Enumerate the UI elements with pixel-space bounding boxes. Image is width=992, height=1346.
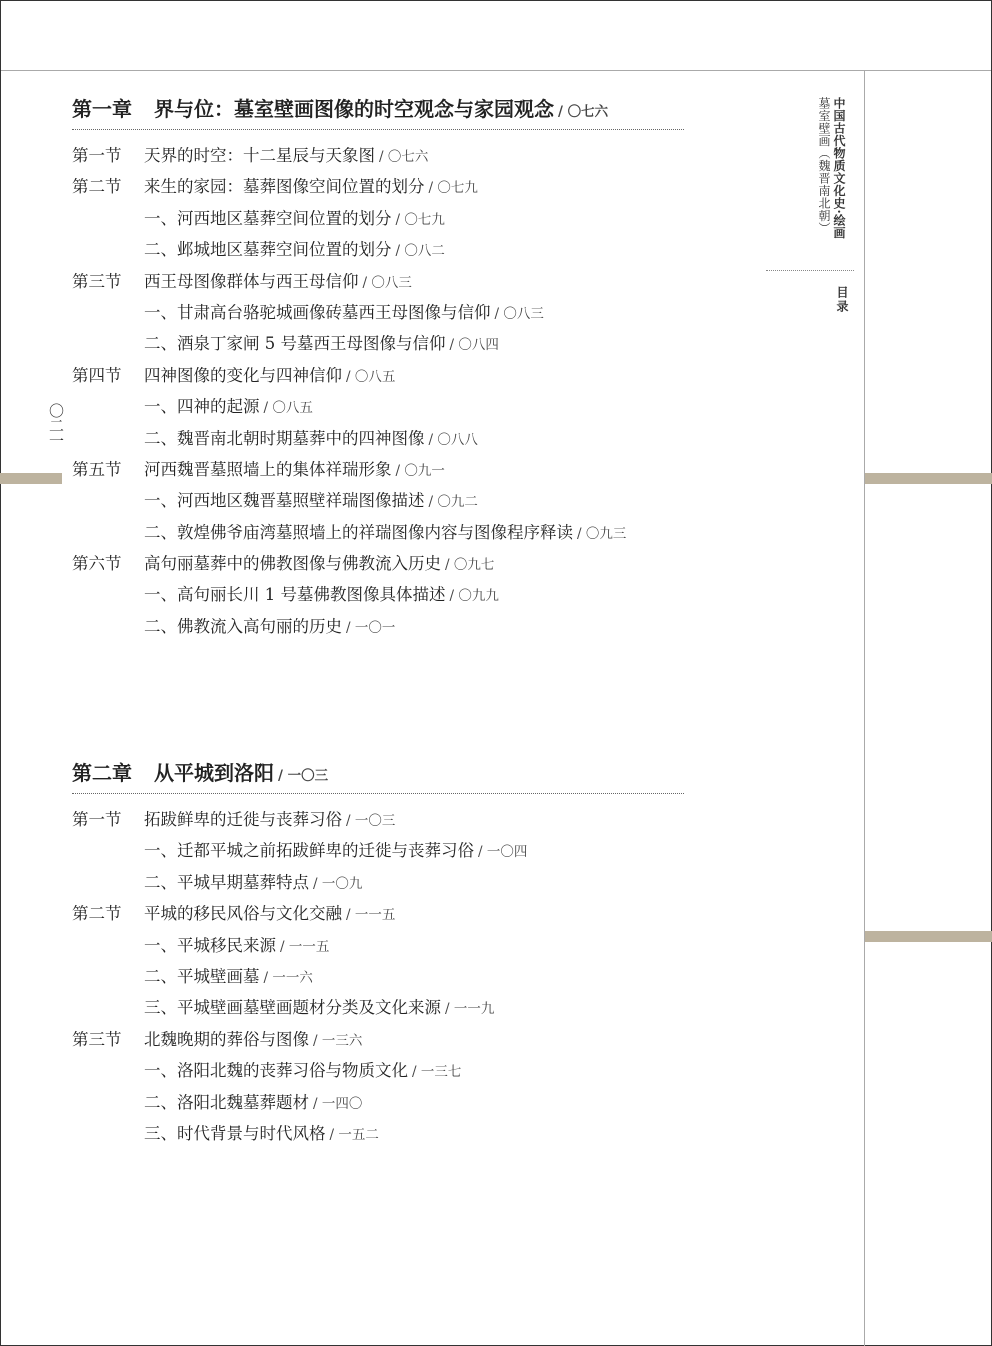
- page-ref: / 一一五: [346, 907, 396, 924]
- entry-title: 拓跋鲜卑的迁徙与丧葬习俗: [144, 810, 342, 829]
- toc-section-entry[interactable]: [72, 171, 686, 202]
- chapter-divider: [72, 129, 684, 130]
- page-ref: / 〇九一: [395, 462, 445, 479]
- chapter-number: 第二章: [72, 761, 132, 785]
- toc-subsection-entry[interactable]: [72, 203, 686, 234]
- section-number: 第五节: [72, 459, 122, 479]
- toc-subsection-entry[interactable]: [72, 992, 686, 1023]
- running-head-subtitle: 墓室壁画（魏晋南北朝）: [817, 97, 831, 235]
- entry-title: 四神图像的变化与四神信仰: [144, 365, 342, 385]
- entry-title: 二、酒泉丁家闸 5 号墓西王母图像与信仰: [144, 334, 446, 354]
- toc-subsection-entry[interactable]: [72, 961, 686, 992]
- page-ref: / 〇八五: [346, 368, 396, 385]
- section-number: 第一节: [72, 146, 122, 165]
- header-rule: [1, 70, 991, 71]
- running-head-title: 中国古代物质文化史·绘画: [832, 97, 846, 240]
- section-number: 第四节: [72, 365, 122, 385]
- page-ref: / 一〇四: [478, 844, 528, 861]
- page-ref: / 〇八三: [362, 274, 412, 291]
- page-ref: / 一三七: [412, 1064, 462, 1081]
- entry-title: 二、平城早期墓葬特点: [144, 872, 309, 892]
- entry-title: 来生的家园：墓葬图像空间位置的划分: [144, 177, 425, 197]
- chapter-title: 界与位：墓室壁画图像的时空观念与家园观念: [154, 97, 554, 121]
- right-tab-bar-lower: [865, 931, 992, 942]
- toc-section-entry[interactable]: [72, 804, 686, 835]
- running-head-section: 目录: [835, 286, 849, 314]
- page-ref: / 一〇一: [346, 619, 396, 636]
- page-ref: / 一〇九: [313, 875, 363, 892]
- toc-subsection-entry[interactable]: [72, 485, 686, 516]
- entry-title: 三、时代背景与时代风格: [144, 1123, 326, 1143]
- page-ref: / 〇八五: [263, 400, 313, 417]
- entry-title: 一、河西地区墓葬空间位置的划分: [144, 208, 392, 228]
- entry-title: 北魏晚期的葬俗与图像: [144, 1029, 309, 1049]
- page-ref: / 〇八三: [494, 305, 544, 322]
- entry-title: 河西魏晋墓照墙上的集体祥瑞形象: [144, 459, 392, 479]
- page-ref: / 〇七六: [379, 149, 429, 165]
- chapter-divider: [72, 793, 684, 794]
- entry-title: 二、洛阳北魏墓葬题材: [144, 1092, 309, 1112]
- page-ref: / 一〇三: [346, 813, 396, 829]
- page-ref: / 〇八四: [449, 337, 499, 354]
- entry-title: 二、魏晋南北朝时期墓葬中的四神图像: [144, 428, 425, 448]
- toc-section-entry[interactable]: [72, 1024, 686, 1055]
- section-number: 第一节: [72, 810, 122, 829]
- toc-subsection-entry[interactable]: [72, 611, 686, 642]
- running-head-divider: [766, 270, 854, 271]
- toc-subsection-entry[interactable]: [72, 579, 686, 610]
- page-ref: / 〇九九: [449, 588, 499, 605]
- section-number: 第二节: [72, 177, 122, 197]
- toc-section-entry[interactable]: [72, 140, 686, 171]
- entry-title: 高句丽墓葬中的佛教图像与佛教流入历史: [144, 554, 441, 574]
- page-ref: / 〇九七: [445, 557, 495, 574]
- left-tab-bar: [0, 473, 62, 484]
- right-tab-bar-upper: [865, 473, 992, 484]
- page-ref: / 〇九三: [577, 525, 627, 542]
- toc-section-entry[interactable]: [72, 360, 686, 391]
- section-number: 第三节: [72, 1029, 122, 1049]
- section-number: 第六节: [72, 554, 122, 574]
- toc-list: [72, 140, 686, 642]
- page-ref: / 〇八二: [395, 243, 445, 260]
- entry-title: 一、洛阳北魏的丧葬习俗与物质文化: [144, 1061, 408, 1081]
- toc-section-entry[interactable]: [72, 898, 686, 929]
- toc-subsection-entry[interactable]: [72, 1087, 686, 1118]
- entry-title: 一、四神的起源: [144, 397, 260, 417]
- page-ref: / 〇八八: [428, 431, 478, 448]
- toc-subsection-entry[interactable]: [72, 297, 686, 328]
- page-ref: / 一一六: [263, 969, 313, 986]
- entry-title: 三、平城壁画墓壁画题材分类及文化来源: [144, 998, 441, 1018]
- toc-list: [72, 804, 686, 1149]
- entry-title: 二、邺城地区墓葬空间位置的划分: [144, 240, 392, 260]
- toc-section-entry[interactable]: [72, 266, 686, 297]
- entry-title: 平城的移民风俗与文化交融: [144, 904, 342, 924]
- entry-title: 一、平城移民来源: [144, 935, 276, 955]
- entry-title: 西王母图像群体与西王母信仰: [144, 271, 359, 291]
- chapter-heading[interactable]: [72, 757, 686, 789]
- toc-subsection-entry[interactable]: [72, 391, 686, 422]
- page-ref: / 〇七九: [428, 180, 478, 197]
- page-ref: / 〇九二: [428, 494, 478, 511]
- toc-subsection-entry[interactable]: [72, 867, 686, 898]
- toc-subsection-entry[interactable]: [72, 328, 686, 359]
- entry-title: 天界的时空：十二星辰与天象图: [144, 146, 375, 165]
- entry-title: 一、迁都平城之前拓跋鲜卑的迁徙与丧葬习俗: [144, 841, 474, 861]
- page-ref: / 一四〇: [313, 1095, 363, 1112]
- section-number: 第二节: [72, 904, 122, 924]
- page-ref: / 〇七六: [558, 104, 609, 120]
- toc-subsection-entry[interactable]: [72, 930, 686, 961]
- toc-subsection-entry[interactable]: [72, 1118, 686, 1149]
- page-ref: / 〇七九: [395, 211, 445, 228]
- page-ref: / 一一九: [445, 1001, 495, 1018]
- margin-rule: [864, 70, 865, 1346]
- entry-title: 一、高句丽长川 1 号墓佛教图像具体描述: [144, 585, 446, 605]
- page-ref: / 一三六: [313, 1032, 363, 1049]
- chapter-block: [72, 757, 686, 1149]
- page-ref: / 一五二: [329, 1126, 379, 1143]
- page-ref: / 一一五: [280, 938, 330, 955]
- toc-subsection-entry[interactable]: [72, 423, 686, 454]
- toc-subsection-entry[interactable]: [72, 517, 686, 548]
- entry-title: 二、平城壁画墓: [144, 966, 260, 986]
- chapter-block: [72, 93, 686, 642]
- entry-title: 二、佛教流入高句丽的历史: [144, 616, 342, 636]
- entry-title: 一、河西地区魏晋墓照壁祥瑞图像描述: [144, 491, 425, 511]
- chapter-number: 第一章: [72, 97, 132, 121]
- entry-title: 一、甘肃高台骆驼城画像砖墓西王母图像与信仰: [144, 302, 491, 322]
- toc-subsection-entry[interactable]: [72, 835, 686, 866]
- toc-subsection-entry[interactable]: [72, 1055, 686, 1086]
- entry-title: 二、敦煌佛爷庙湾墓照墙上的祥瑞图像内容与图像程序释读: [144, 522, 573, 542]
- page-number: 〇二一: [47, 403, 65, 448]
- section-number: 第三节: [72, 271, 122, 291]
- toc-section-entry[interactable]: [72, 548, 686, 579]
- page-ref: / 一〇三: [278, 768, 329, 784]
- toc-section-entry[interactable]: [72, 454, 686, 485]
- chapter-heading[interactable]: [72, 93, 686, 125]
- toc-subsection-entry[interactable]: [72, 234, 686, 265]
- chapter-title: 从平城到洛阳: [154, 761, 274, 785]
